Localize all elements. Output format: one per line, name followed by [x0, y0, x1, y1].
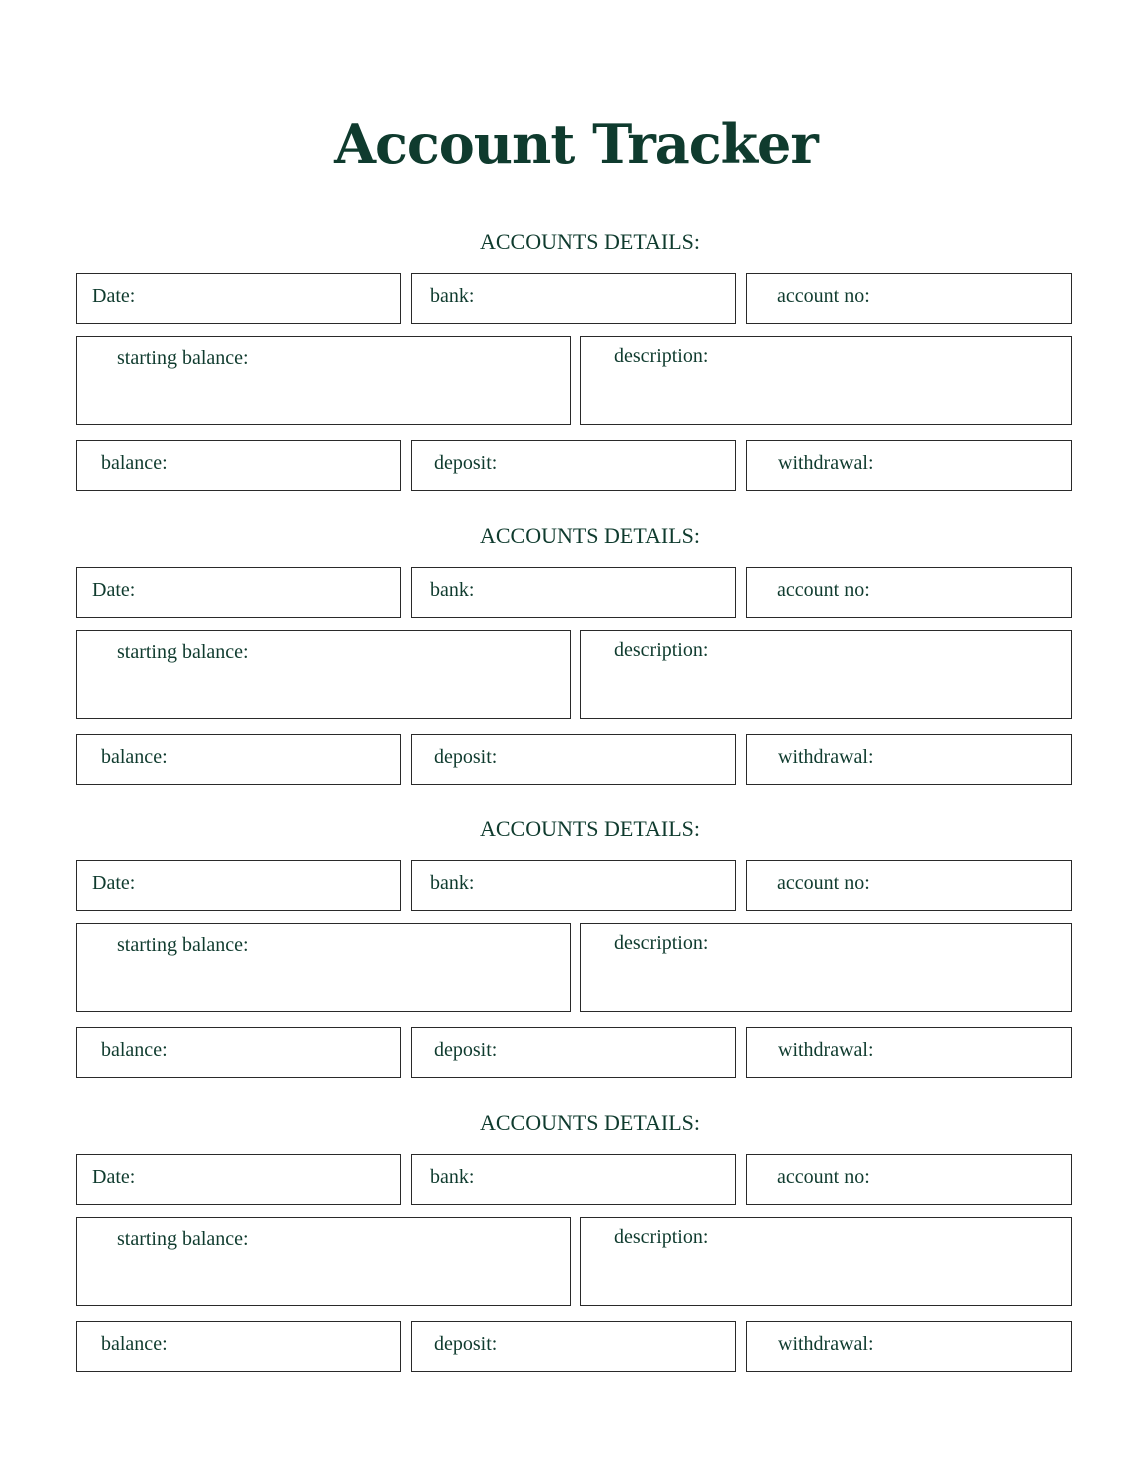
- bank-label: bank:: [430, 872, 475, 894]
- section-heading: ACCOUNTS DETAILS:: [479, 816, 701, 841]
- description-label: description:: [614, 639, 709, 661]
- date-field[interactable]: [76, 273, 401, 324]
- withdrawal-field[interactable]: [746, 1027, 1072, 1078]
- deposit-label: deposit:: [434, 1333, 498, 1355]
- description-label: description:: [614, 345, 709, 367]
- date-label: Date:: [92, 872, 136, 894]
- bank-label: bank:: [430, 579, 475, 601]
- starting-balance-field[interactable]: [76, 336, 571, 425]
- description-field[interactable]: [580, 630, 1072, 719]
- bank-field[interactable]: [411, 273, 736, 324]
- date-field[interactable]: [76, 1154, 401, 1205]
- account-section: [0, 229, 1140, 523]
- balance-label: balance:: [101, 452, 168, 474]
- balance-field[interactable]: [76, 1027, 401, 1078]
- starting-balance-field[interactable]: [76, 1217, 571, 1306]
- section-heading: ACCOUNTS DETAILS:: [479, 229, 701, 254]
- deposit-field[interactable]: [411, 1321, 736, 1372]
- bank-field[interactable]: [411, 1154, 736, 1205]
- account-no-label: account no:: [777, 872, 870, 894]
- account-no-field[interactable]: [746, 567, 1072, 618]
- balance-field[interactable]: [76, 440, 401, 491]
- balance-label: balance:: [101, 1039, 168, 1061]
- withdrawal-field[interactable]: [746, 440, 1072, 491]
- starting-balance-label: starting balance:: [117, 641, 249, 663]
- bank-field[interactable]: [411, 567, 736, 618]
- withdrawal-field[interactable]: [746, 734, 1072, 785]
- date-label: Date:: [92, 579, 136, 601]
- deposit-field[interactable]: [411, 440, 736, 491]
- deposit-label: deposit:: [434, 1039, 498, 1061]
- deposit-field[interactable]: [411, 1027, 736, 1078]
- account-no-field[interactable]: [746, 1154, 1072, 1205]
- withdrawal-label: withdrawal:: [778, 1039, 874, 1061]
- account-no-label: account no:: [777, 579, 870, 601]
- withdrawal-label: withdrawal:: [778, 452, 874, 474]
- deposit-field[interactable]: [411, 734, 736, 785]
- description-label: description:: [614, 1226, 709, 1248]
- account-section: [0, 1110, 1140, 1404]
- date-field[interactable]: [76, 860, 401, 911]
- bank-field[interactable]: [411, 860, 736, 911]
- withdrawal-label: withdrawal:: [778, 746, 874, 768]
- deposit-label: deposit:: [434, 452, 498, 474]
- bank-label: bank:: [430, 285, 475, 307]
- starting-balance-field[interactable]: [76, 630, 571, 719]
- account-no-field[interactable]: [746, 273, 1072, 324]
- withdrawal-label: withdrawal:: [778, 1333, 874, 1355]
- deposit-label: deposit:: [434, 746, 498, 768]
- starting-balance-label: starting balance:: [117, 1228, 249, 1250]
- account-section: [0, 816, 1140, 1110]
- description-field[interactable]: [580, 1217, 1072, 1306]
- balance-field[interactable]: [76, 734, 401, 785]
- description-label: description:: [614, 932, 709, 954]
- section-heading: ACCOUNTS DETAILS:: [479, 523, 701, 548]
- description-field[interactable]: [580, 923, 1072, 1012]
- account-no-label: account no:: [777, 285, 870, 307]
- withdrawal-field[interactable]: [746, 1321, 1072, 1372]
- starting-balance-field[interactable]: [76, 923, 571, 1012]
- date-field[interactable]: [76, 567, 401, 618]
- balance-label: balance:: [101, 746, 168, 768]
- description-field[interactable]: [580, 336, 1072, 425]
- balance-label: balance:: [101, 1333, 168, 1355]
- account-section: [0, 523, 1140, 817]
- page-title: Account Tracker: [334, 112, 818, 176]
- date-label: Date:: [92, 1166, 136, 1188]
- balance-field[interactable]: [76, 1321, 401, 1372]
- account-no-label: account no:: [777, 1166, 870, 1188]
- starting-balance-label: starting balance:: [117, 934, 249, 956]
- section-heading: ACCOUNTS DETAILS:: [479, 1110, 701, 1135]
- account-no-field[interactable]: [746, 860, 1072, 911]
- date-label: Date:: [92, 285, 136, 307]
- starting-balance-label: starting balance:: [117, 347, 249, 369]
- bank-label: bank:: [430, 1166, 475, 1188]
